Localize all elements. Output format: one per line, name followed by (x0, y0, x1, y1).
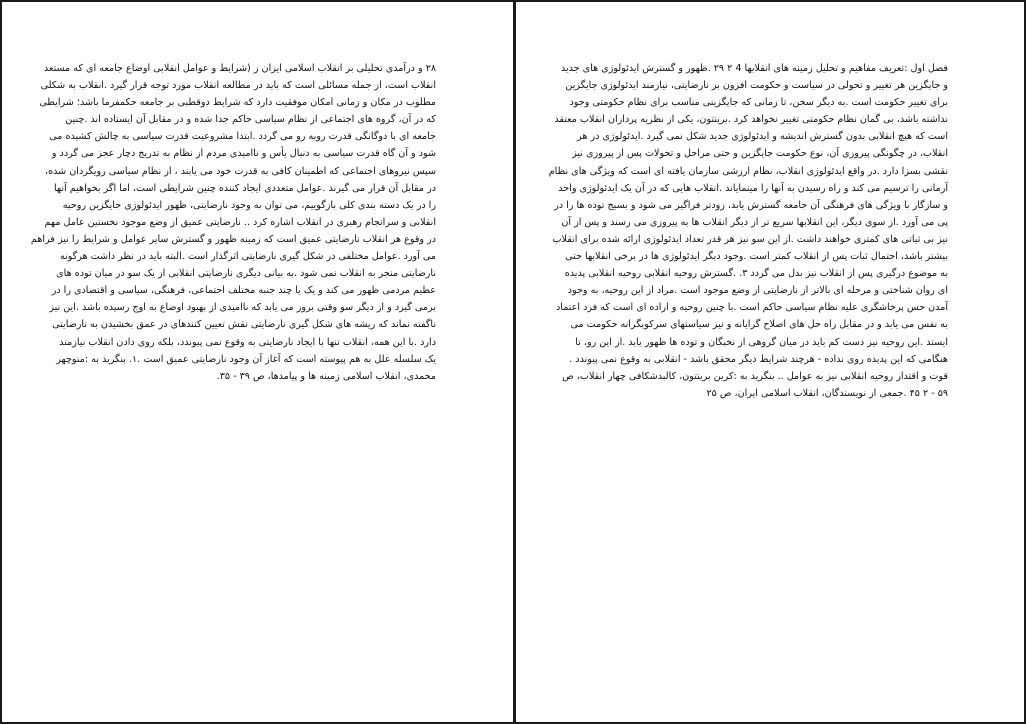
text-line: هنگامی که این پدیده روی نداده - هرچند شرایط دیگر محقق باشد - انقلابی به وقوع نمی پیوندد . (569, 353, 948, 365)
text-line: نداشته باشد، بی گمان نظام حکومتی تغییر نخواهد کرد .برینتون، یکی از نظریه پردازان انقلاب معتقد (554, 114, 948, 126)
text-line: ۲۸ و درآمدی تحلیلی بر انقلاب اسلامی ایران ز (شرایط و عوامل انقلابی اوضاع جامعه ای که مستعد (43, 63, 436, 74)
text-line: می آورد .عوامل مختلفی در شکل گیری نارضایتی اثرگذار است .البته باید در نظر داشت هرگونه (59, 251, 436, 263)
text-line: آمدن حس پرخاشگری علیه نظام سیاسی حاکم است .با چنین روحیه و اراده ای است که فرد اعتماد (556, 302, 948, 314)
text-line: شود و آن گاه قدرت سیاسی به دنبال یأس و ناامیدی مردم از نظام به تدریج دچار عجز می گردد و (51, 148, 436, 160)
text-line: به موضوع درگیری پس از انقلاب نیز بدل می گردد ۳. .گسترش روحیه انقلابی روحیه انقلابی پدیده (564, 268, 948, 280)
text-line: بیشتر باشد، احتمال ثبات پس از انقلاب کمتر است .وجود دیگر ایدئولوژی ها در برخی انقلابها حتی (565, 251, 948, 263)
text-line: دارد .با این همه، انقلاب تنها با ایجاد نارضایتی به وقوع نمی پیوندد، بلکه روی دادن انقلاب نیازمند (59, 336, 436, 348)
text-line: نقشی بسزا دارد .در واقع ایدئولوژی انقلاب، نظام ارزشی سازمان یافته ای است که ویژگی های نظام (548, 165, 948, 177)
text-line: فصل اول :تعریف مفاهیم و تحلیل زمینه های انقلابها 4 ۲ ۲۹ .ظهور و گسترش ایدئولوژی های جدید (560, 63, 948, 74)
text-line: یک سلسله علل به هم پیوسته است که آغاز آن وجود نارضایتی عمیق است .۱. بنگرید به :منوچهر (56, 353, 436, 365)
text-line: در وقوع هر انقلاب نارضایتی عمیق است که زمینه ظهور و گسترش سایر عوامل و شرایط را نیز فراهم (30, 233, 436, 245)
text-line: پی می آورد .از سوی دیگر، این انقلابها سریع تر از دیگر انقلاب ها به پیروزی می رسند و پس از آن (561, 216, 948, 228)
text-line: برمی گیرد و از دیگر سو وقتی بروز می یابد که ناامیدی از بهبود اوضاع به اوج رسیده باشد .این نیز (49, 302, 436, 314)
text-line: برای تغییر حکومت است .به دیگر سخن، تا زمانی که جایگزینی مناسب برای نظام حکومتی وجود (569, 97, 948, 109)
text-line: انقلاب است، از جمله مسائلی است که باید در مطالعه انقلاب مورد توجه قرار گیرد .انقلاب به شکلی (40, 80, 436, 92)
text-line: انقلاب، در چگونگی پیروزی آن، نوع حکومت جایگزین و حتی مراحل و تحولات پس از پیروزی نیز (572, 148, 948, 160)
text-line: را در یک دسته بندی کلی بازگوییم، می توان به وجود نارضایتی، ظهور ایدئولوژی جایگزین روحیه (62, 199, 436, 211)
left-page (2, 2, 513, 722)
text-line: که در آن، گروه های اجتماعی از نظام سیاسی حاکم جدا شده و در مقابل آن ایستاده اند .چنین (65, 114, 436, 126)
right-page (516, 2, 1024, 722)
text-line: جامعه ای با دوگانگی قدرت روبه رو می گردد .ابتدا مشروعیت قدرت سیاسی به چالش کشیده می (49, 131, 436, 143)
text-line: ایستد .این روحیه نیز دست کم باید در میان گروهی از نخبگان و توده ها ظهور یابد .از این رو، تا (575, 336, 948, 348)
text-line: قوت و اقتدار روحیه انقلابی نیز به عوامل .. بنگرید به :کرین برینتون، کالبدشکافی چهار انقلاب، ص (562, 370, 948, 382)
right-page-text (548, 60, 948, 402)
text-line: ای روان شناختی و مرحله ای بالاتر از نارضایتی از وضع موجود است .مراد از این روحیه، به وجود (567, 285, 948, 297)
text-line: است که هیچ انقلابی بدون گسترش اندیشه و ایدئولوژی جدید شکل نمی گیرد .ایدئولوژی در هر (577, 131, 948, 143)
text-line: آرمانی را ترسیم می کند و راه رسیدن به آنها را مینمایاند .انقلاب هایی که در آن یک ایدئولوژی واحد (558, 182, 948, 194)
text-line: نارضایتی منجر به انقلاب نمی شود .به بیانی دیگری نارضایتی انقلابی از یک سو در میان توده های (56, 268, 436, 280)
text-line: عظیم مردمی ظهور می کند و یک یا چند جنبه مختلف اجتماعی، فرهنگی، سیاسی و اقتصادی را در (51, 285, 436, 297)
text-line: و سازگار با ویژگی های فرهنگی آن جامعه گسترش یابد، زودتر فراگیر می شود و بسیج توده ها را در (554, 199, 948, 211)
text-line: محمدی، انقلاب اسلامی زمینه ها و پیامدها، ص ۳۹ - ۳۵. (216, 370, 436, 382)
text-line: و جایگزین هر تغییر و تحولی در سیاست و حکومت افزون بر نارضایتی، نیازمند ایدئولوژی جایگزین (565, 80, 948, 92)
text-line: سپس نیروهای اجتماعی که اطمینان کافی به قدرت خود می یابند ، از نظام سیاسی رویگردان شده، (45, 165, 436, 177)
text-line: در مقابل آن قرار می گیرند .عوامل متعددی ایجاد کننده چنین شرایطی است، اما اگر بخواهیم آنها (54, 182, 436, 194)
text-line: به نفس می یابد و در مقابل راه حل های اصلاح گرایانه و نیز سیاستهای سرکوبگرانه حکومت می (570, 319, 948, 331)
text-line: انقلابی و سرانجام رهبری در انقلاب اشاره کرد .. نارضایتی عمیق از وضع موجود نخستین عامل مهم (44, 216, 436, 228)
text-line: ۵۹ - ۲ ۴۵ .جمعی از نویسندگان، انقلاب اسلامی ایران، ص ۲۵ (706, 387, 948, 399)
text-line: نیز بی ثباتی های کمتری خواهند داشت .از این سو نیز هر قدر تعداد ایدئولوژی ارائه شده برای انقلاب (552, 233, 948, 245)
text-line: مطلوب در مکان و زمانی امکان موفقیت دارد که شرایط دوقطبی بر جامعه حکمفرما باشد؛ شرایطی (39, 97, 436, 109)
text-line: ناگفته نماند که ریشه های شکل گیری نارضایتی نقش تعیین کنندهای در عمق بخشیدن به نارضایتی (52, 319, 436, 331)
left-page-text (30, 60, 436, 385)
